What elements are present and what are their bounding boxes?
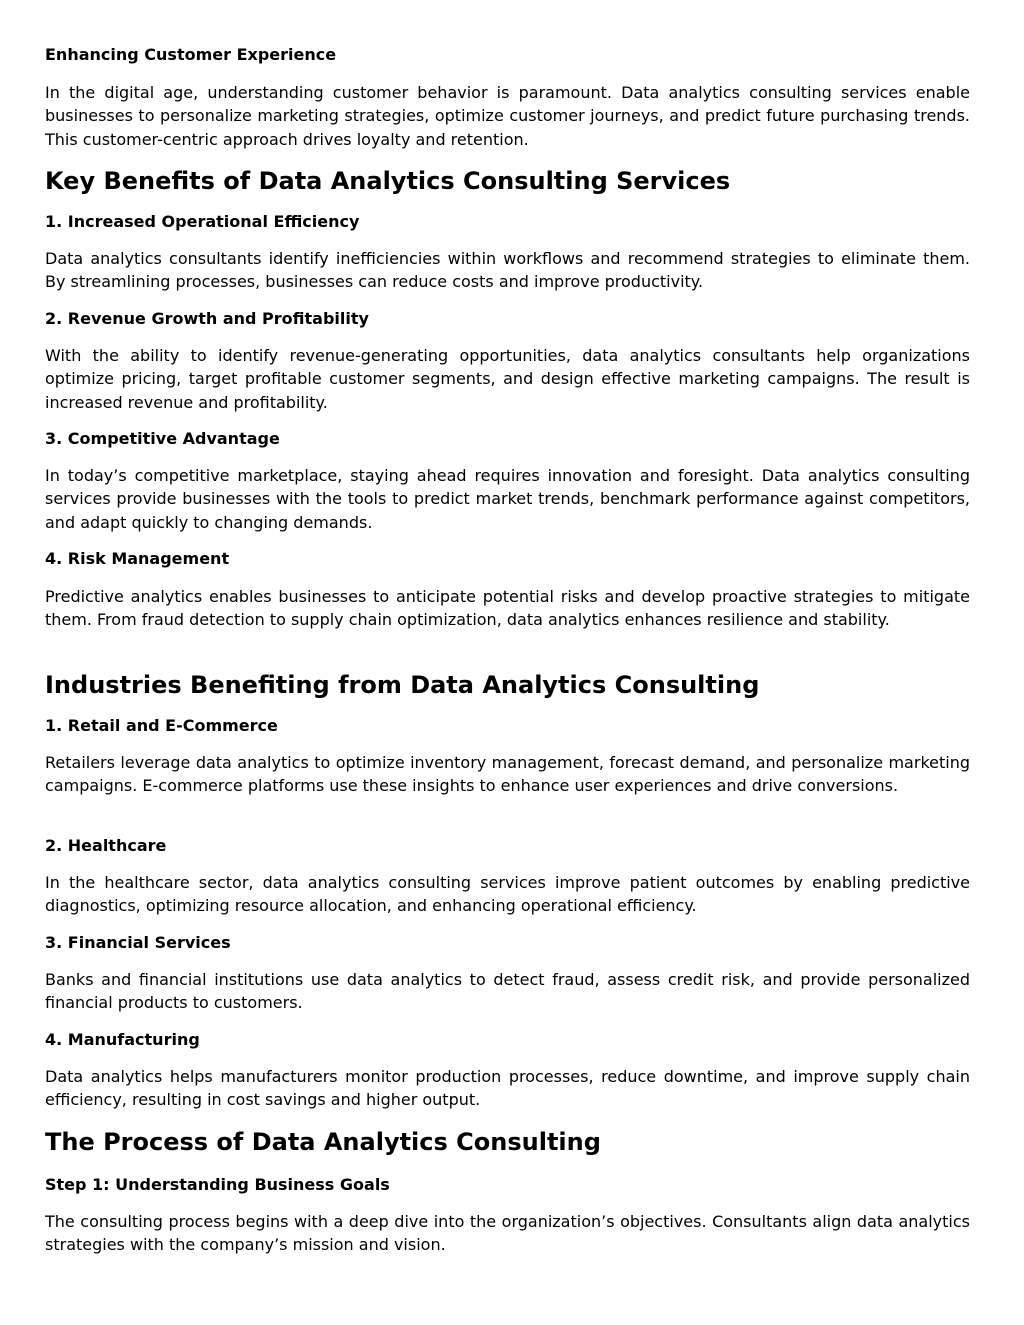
benefit-heading-competitive-advantage: 3. Competitive Advantage: [45, 429, 280, 448]
heading-process: The Process of Data Analytics Consulting: [45, 1128, 601, 1156]
industry-body-retail: Retailers leverage data analytics to optimize inventory management, forecast demand, and personalize marketing campaigns. E-commerce platforms use these insights to enhance user experiences and drive conversions.: [45, 753, 970, 796]
industry-body-manufacturing: Data analytics helps manufacturers monitor production processes, reduce downtime, and improve supply chain efficiency, resulting in cost savings and higher output.: [45, 1067, 970, 1110]
step-body-business-goals: The consulting process begins with a deep dive into the organization’s objectives. Consultants align data analytics strategies with the company’s mission and vision.: [45, 1212, 970, 1255]
heading-industries: Industries Benefiting from Data Analytics Consulting: [45, 671, 760, 699]
benefit-body-risk-management: Predictive analytics enables businesses to anticipate potential risks and develop proactive strategies to mitigate them. From fraud detection to supply chain optimization, data analytics enhances resilience and stability.: [45, 587, 970, 630]
industry-body-healthcare: In the healthcare sector, data analytics consulting services improve patient outcomes by enabling predictive diagnostics, optimizing resource allocation, and enhancing operational efficiency.: [45, 873, 970, 916]
benefit-heading-operational-efficiency: 1. Increased Operational Efficiency: [45, 212, 360, 231]
section-heading-customer-experience: Enhancing Customer Experience: [45, 45, 337, 64]
benefit-body-operational-efficiency: Data analytics consultants identify inefficiencies within workflows and recommend strategies to eliminate them. By streamlining processes, businesses can reduce costs and improve productivity.: [45, 249, 970, 292]
benefit-heading-risk-management: 4. Risk Management: [45, 549, 230, 568]
industry-body-financial-services: Banks and financial institutions use data analytics to detect fraud, assess credit risk, and provide personalized financial products to customers.: [45, 970, 970, 1013]
benefit-body-revenue-growth: With the ability to identify revenue-generating opportunities, data analytics consultants help organizations optimize pricing, target profitable customer segments, and design effective marketing campaigns. The result is increased revenue and profitability.: [45, 346, 970, 412]
benefit-heading-revenue-growth: 2. Revenue Growth and Profitability: [45, 309, 369, 328]
industry-heading-healthcare: 2. Healthcare: [45, 836, 167, 855]
step-heading-business-goals: Step 1: Understanding Business Goals: [45, 1175, 390, 1194]
heading-key-benefits: Key Benefits of Data Analytics Consulting Services: [45, 167, 731, 195]
section-body-customer-experience: In the digital age, understanding customer behavior is paramount. Data analytics consulting services enable businesses to personalize marketing strategies, optimize customer journeys, and predict future purchasing trends. This customer-centric approach drives loyalty and retention.: [45, 83, 970, 149]
industry-heading-retail: 1. Retail and E-Commerce: [45, 716, 278, 735]
benefit-body-competitive-advantage: In today’s competitive marketplace, staying ahead requires innovation and foresight. Data analytics consulting services provide businesses with the tools to predict market trends, benchmark performance against competitors, and adapt quickly to changing demands.: [45, 466, 970, 532]
industry-heading-manufacturing: 4. Manufacturing: [45, 1030, 200, 1049]
industry-heading-financial-services: 3. Financial Services: [45, 933, 231, 952]
